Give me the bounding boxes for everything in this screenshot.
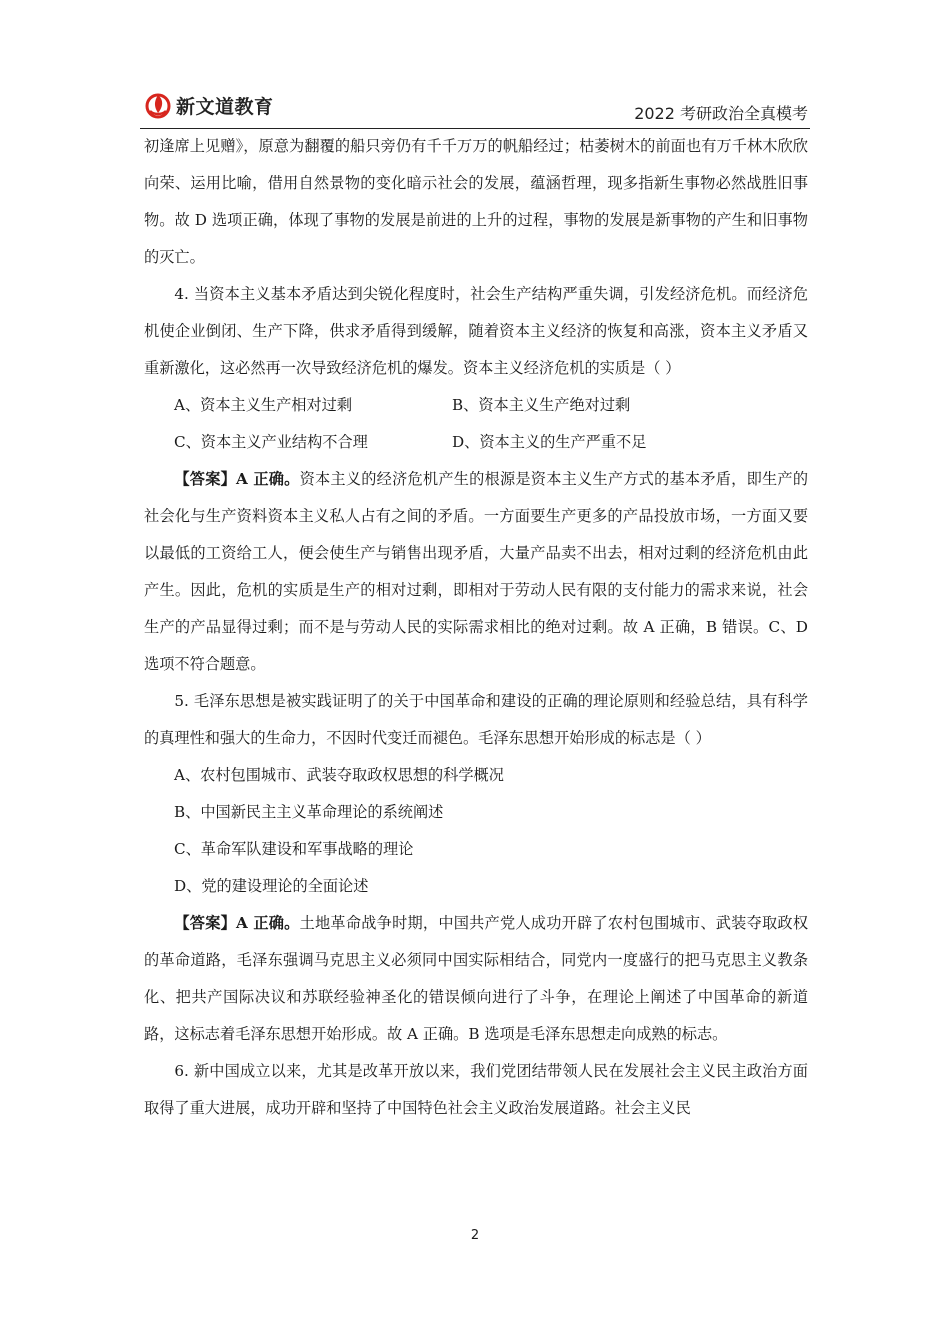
page-content	[144, 128, 808, 1127]
question-5-stem: 5. 毛泽东思想是被实践证明了的关于中国革命和建设的正确的理论原则和经验总结，具有科学的真理性和强大的生命力，不因时代变迁而褪色。毛泽东思想开始形成的标志是（ ）	[144, 692, 808, 747]
page-header	[140, 84, 810, 129]
question-6-stem: 6. 新中国成立以来，尤其是改革开放以来，我们党团结带领人民在发展社会主义民主政治方面取得了重大进展，成功开辟和坚持了中国特色社会主义政治发展道路。社会主义民	[144, 1062, 808, 1117]
question-5-option-c: C、革命军队建设和军事战略的理论	[174, 840, 414, 858]
question-4-option-c: C、资本主义产业结构不合理	[174, 433, 368, 451]
question-4-stem: 4. 当资本主义基本矛盾达到尖锐化程度时，社会生产结构严重失调，引发经济危机。而经济危机使企业倒闭、生产下降，供求矛盾得到缓解，随着资本主义经济的恢复和高涨，资本主义矛盾又重新激化，这必然再一次导致经济危机的爆发。资本主义经济危机的实质是（ ）	[144, 285, 808, 377]
question-4-options-row-1	[144, 387, 808, 424]
question-4-option-d: D、资本主义的生产严重不足	[452, 433, 647, 451]
question-5-answer-tag: 【答案】A 正确。	[174, 914, 300, 932]
question-5-option-a: A、农村包围城市、武装夺取政权思想的科学概况	[174, 766, 504, 784]
question-5-answer	[144, 905, 808, 1053]
question-4-options-row-2	[144, 424, 808, 461]
question-5-option-d: D、党的建设理论的全面论述	[174, 877, 369, 895]
logo-text: 新文道教育	[176, 95, 274, 118]
flame-logo-icon	[144, 91, 172, 119]
question-4-option-b: B、资本主义生产绝对过剩	[452, 396, 631, 414]
question-4-answer-text: 资本主义的经济危机产生的根源是资本主义生产方式的基本矛盾，即生产的社会化与生产资料资本主义私人占有之间的矛盾。一方面要生产更多的产品投放市场，一方面又要以最低的工资给工人，便会使生产与销售出现矛盾，大量产品卖不出去，相对过剩的经济危机由此产生。因此，危机的实质是生产的相对过剩，即相对于劳动人民有限的支付能力的需求来说，社会生产的产品显得过剩；而不是与劳动人民的实际需求相比的绝对过剩。故 A 正确，B 错误。C、D 选项不符合题意。	[144, 470, 809, 673]
page-number: 2	[470, 1228, 480, 1243]
question-4-answer	[144, 461, 808, 683]
question-5-answer-text: 土地革命战争时期，中国共产党人成功开辟了农村包围城市、武装夺取政权的革命道路，毛泽东强调马克思主义必须同中国实际相结合，同党内一度盛行的把马克思主义教条化、把共产国际决议和苏联经验神圣化的错误倾向进行了斗争，在理论上阐述了中国革命的新道路，这标志着毛泽东思想开始形成。故 A 正确。B 选项是毛泽东思想走向成熟的标志。	[144, 914, 809, 1043]
question-4-option-a: A、资本主义生产相对过剩	[174, 396, 353, 414]
continuation-paragraph: 初逢席上见赠》，原意为翻覆的船只旁仍有千千万万的帆船经过；枯萎树木的前面也有万千林木欣欣向荣、运用比喻，借用自然景物的变化暗示社会的发展，蕴涵哲理，现多指新生事物必然战胜旧事物。故 D 选项正确，体现了事物的发展是前进的上升的过程，事物的发展是新事物的产生和旧事物的灭亡。	[144, 137, 808, 266]
logo	[144, 90, 274, 120]
question-5-option-b: B、中国新民主主义革命理论的系统阐述	[174, 803, 444, 821]
header-title: 2022 考研政治全真模考	[634, 104, 808, 123]
question-4-answer-tag: 【答案】A 正确。	[174, 470, 300, 488]
